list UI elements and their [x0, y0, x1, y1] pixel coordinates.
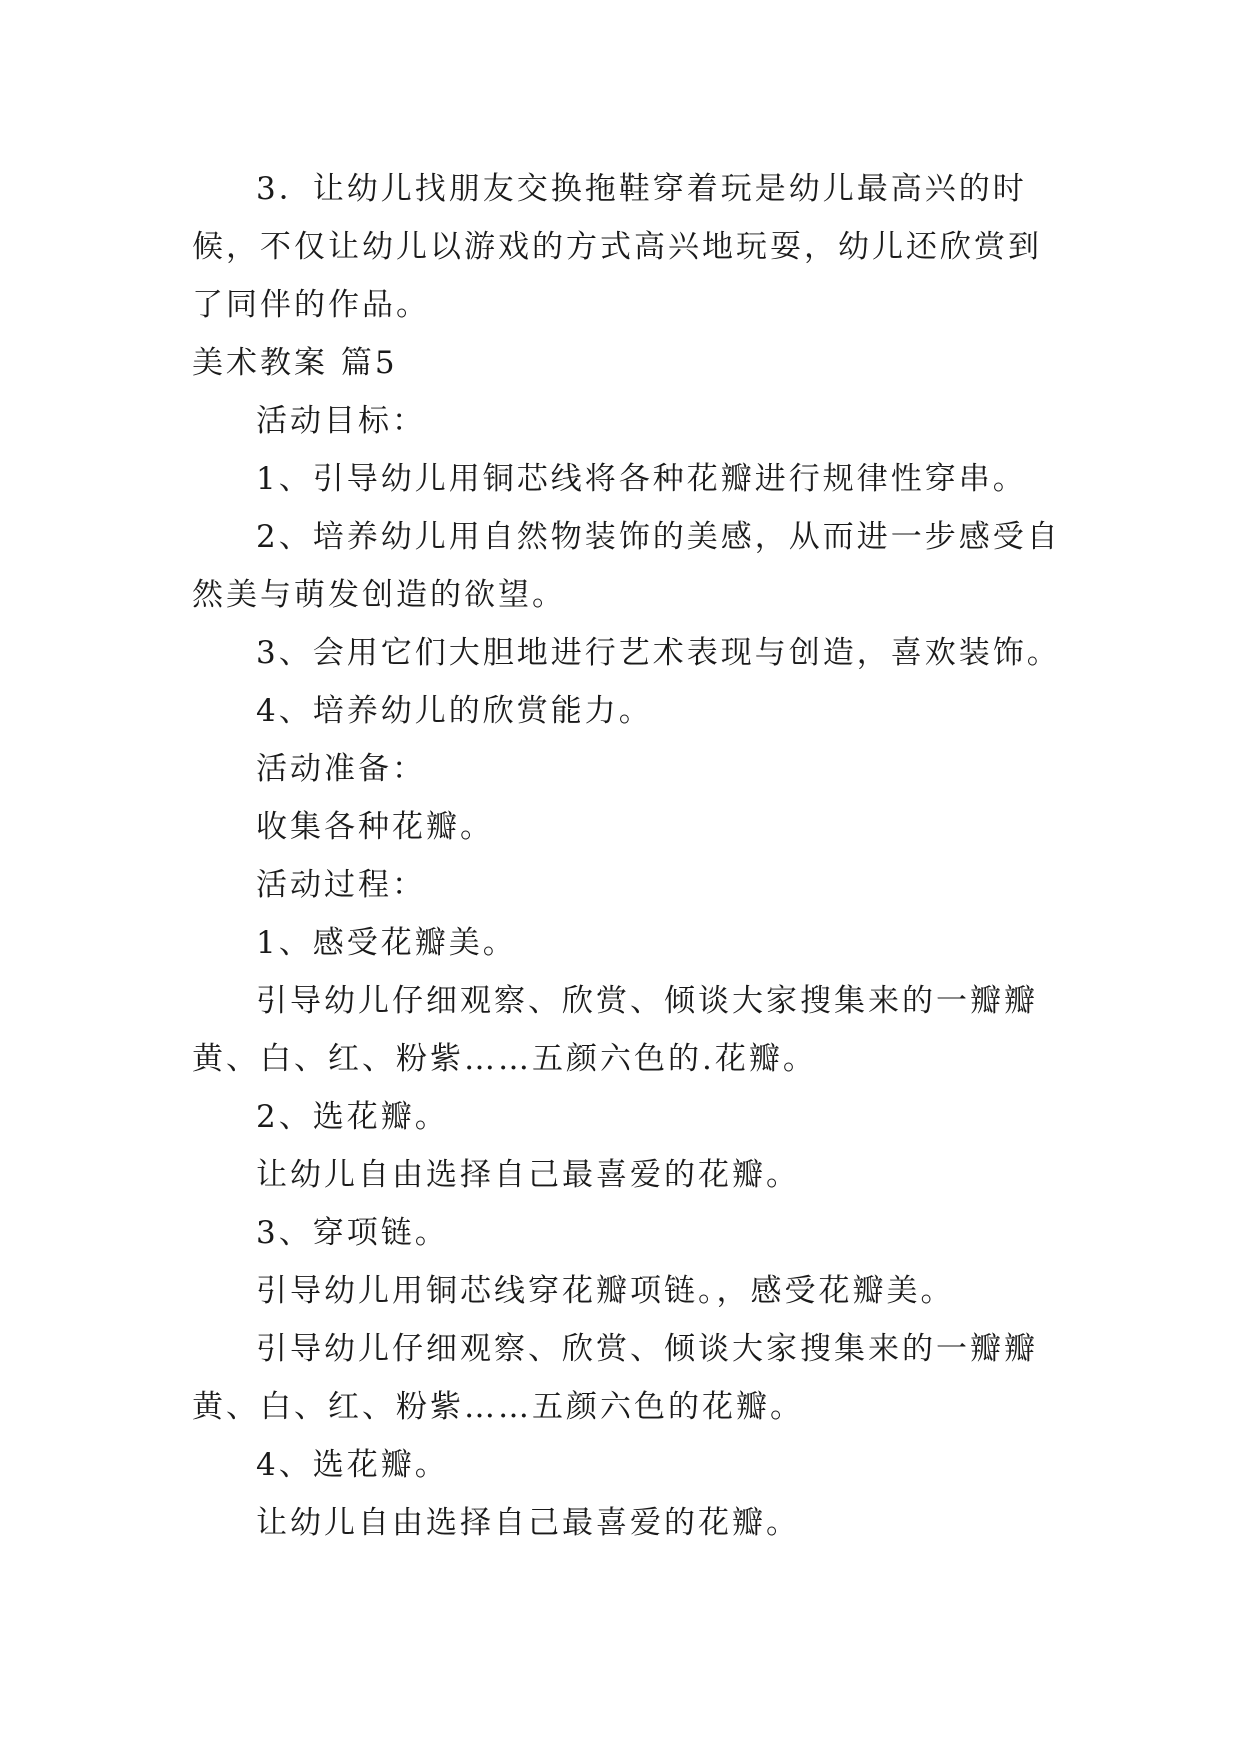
paragraph-step-3-detail-2: 引导幼儿仔细观察、欣赏、倾谈大家搜集来的一瓣瓣黄、白、红、粉紫……五颜六色的花瓣。 — [192, 1331, 1038, 1425]
section-heading: 美术教案 篇5 — [192, 345, 398, 381]
paragraph-process-label: 活动过程： — [256, 867, 426, 903]
paragraph-step-1-detail: 引导幼儿仔细观察、欣赏、倾谈大家搜集来的一瓣瓣黄、白、红、粉紫……五颜六色的.花瓣。 — [192, 983, 1038, 1077]
paragraph-step-2-detail: 让幼儿自由选择自己最喜爱的花瓣。 — [256, 1157, 800, 1193]
paragraph-step-3: 3、穿项链。 — [256, 1215, 449, 1251]
paragraph-slipper-exchange: 3．让幼儿找朋友交换拖鞋穿着玩是幼儿最高兴的时候，不仅让幼儿以游戏的方式高兴地玩耍，幼儿还欣赏到了同伴的作品。 — [192, 171, 1042, 323]
paragraph-goal-4: 4、培养幼儿的欣赏能力。 — [256, 693, 653, 729]
paragraph-goal-1: 1、引导幼儿用铜芯线将各种花瓣进行规律性穿串。 — [256, 461, 1027, 497]
paragraph-goals-label: 活动目标： — [256, 403, 426, 439]
document-body — [192, 160, 1062, 1552]
paragraph-goal-2: 2、培养幼儿用自然物装饰的美感，从而进一步感受自然美与萌发创造的欲望。 — [192, 519, 1061, 613]
paragraph-step-4-detail: 让幼儿自由选择自己最喜爱的花瓣。 — [256, 1505, 800, 1541]
paragraph-step-4: 4、选花瓣。 — [256, 1447, 449, 1483]
paragraph-preparation-label: 活动准备： — [256, 751, 426, 787]
paragraph-goal-3: 3、会用它们大胆地进行艺术表现与创造，喜欢装饰。 — [256, 635, 1061, 671]
paragraph-preparation: 收集各种花瓣。 — [256, 809, 494, 845]
paragraph-step-3-detail: 引导幼儿用铜芯线穿花瓣项链。，感受花瓣美。 — [256, 1273, 955, 1309]
paragraph-step-1: 1、感受花瓣美。 — [256, 925, 517, 961]
paragraph-step-2: 2、选花瓣。 — [256, 1099, 449, 1135]
